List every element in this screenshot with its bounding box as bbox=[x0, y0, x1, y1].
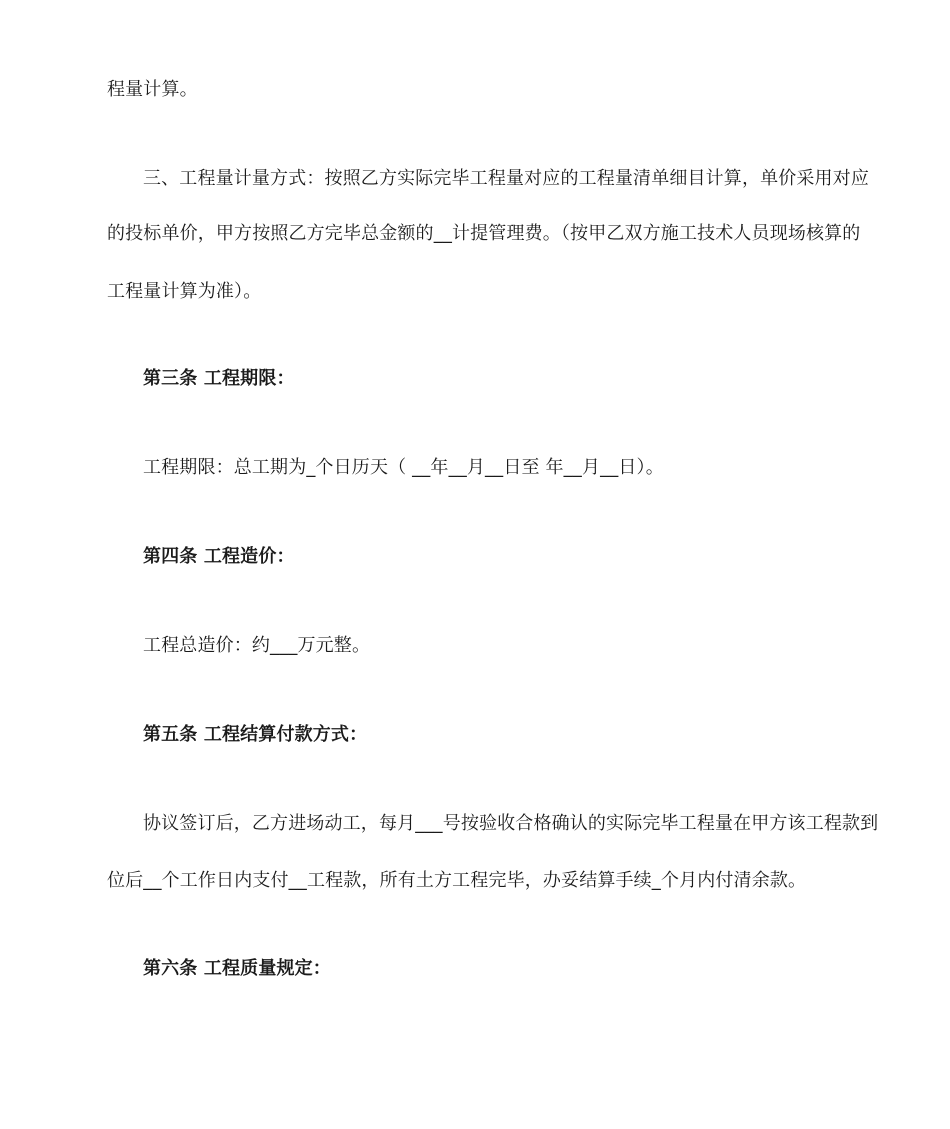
section-heading: 第六条 工程质量规定： bbox=[143, 958, 331, 979]
paragraph-line: 工程量计算为准）。 bbox=[107, 281, 262, 302]
section-heading: 第三条 工程期限： bbox=[143, 368, 295, 389]
paragraph-line: 工程期限：总工期为_个日历天（ __年__月__日至 年__月__日）。 bbox=[143, 457, 664, 478]
paragraph-line: 的投标单价，甲方按照乙方完毕总金额的__计提管理费。（按甲乙双方施工技术人员现场核算的 bbox=[107, 223, 861, 244]
paragraph-line: 协议签订后，乙方进场动工，每月___号按验收合格确认的实际完毕工程量在甲方该工程款到 bbox=[143, 813, 879, 834]
paragraph-line: 三、工程量计量方式：按照乙方实际完毕工程量对应的工程量清单细目计算，单价采用对应 bbox=[143, 168, 869, 189]
paragraph-line: 位后__个工作日内支付__工程款，所有土方工程完毕，办妥结算手续_个月内付清余款。 bbox=[107, 870, 807, 891]
paragraph-line: 程量计算。 bbox=[107, 79, 198, 100]
section-heading: 第五条 工程结算付款方式： bbox=[143, 724, 368, 745]
paragraph-line: 工程总造价：约___万元整。 bbox=[143, 635, 371, 656]
section-heading: 第四条 工程造价： bbox=[143, 546, 295, 567]
